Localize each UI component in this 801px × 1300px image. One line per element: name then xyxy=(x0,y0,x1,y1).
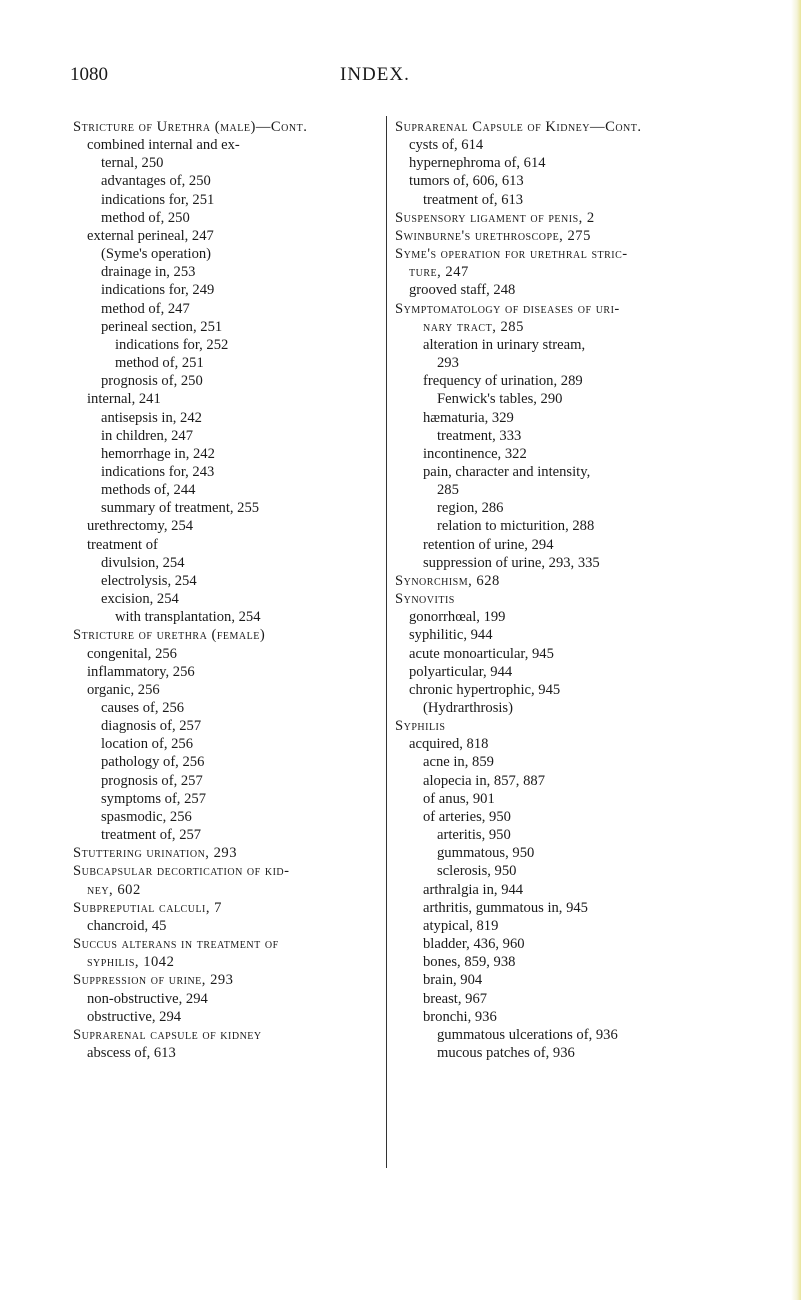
index-column-right xyxy=(395,118,730,1062)
index-entry: polyarticular, 944 xyxy=(409,663,513,680)
index-entry: of anus, 901 xyxy=(423,790,495,807)
page-number: 1080 xyxy=(70,64,108,85)
index-entry: treatment of xyxy=(87,536,158,553)
index-entry: method of, 251 xyxy=(115,355,204,372)
index-heading: Suppression of urine, 293 xyxy=(73,972,234,989)
index-entry: ture, 247 xyxy=(409,264,469,281)
index-entry: syphilis, 1042 xyxy=(87,954,175,971)
index-entry: perineal section, 251 xyxy=(101,318,223,335)
index-entry: syphilitic, 944 xyxy=(409,627,493,644)
index-entry: divulsion, 254 xyxy=(101,554,185,571)
index-entry: internal, 241 xyxy=(87,391,161,408)
index-entry: gummatous ulcerations of, 936 xyxy=(437,1026,618,1043)
index-entry: 293 xyxy=(437,355,459,372)
index-entry: method of, 247 xyxy=(101,300,190,317)
index-heading: Synorchism, 628 xyxy=(395,572,500,589)
index-heading: Symptomatology of diseases of uri- xyxy=(395,300,620,317)
index-heading: Stricture of Urethra (male)—Cont. xyxy=(73,119,308,135)
index-heading: Stuttering urination, 293 xyxy=(73,845,237,862)
index-entry: non-obstructive, 294 xyxy=(87,990,208,1007)
index-entry: combined internal and ex- xyxy=(87,137,240,154)
index-entry: symptoms of, 257 xyxy=(101,790,206,807)
index-entry: mucous patches of, 936 xyxy=(437,1044,575,1061)
index-entry: electrolysis, 254 xyxy=(101,572,197,589)
index-entry: nary tract, 285 xyxy=(423,318,524,335)
index-entry: chancroid, 45 xyxy=(87,917,167,934)
column-divider xyxy=(386,116,387,1168)
index-entry: acne in, 859 xyxy=(423,754,494,771)
index-entry: tumors of, 606, 613 xyxy=(409,173,524,190)
index-entry: external perineal, 247 xyxy=(87,227,214,244)
index-entry: diagnosis of, 257 xyxy=(101,718,202,735)
index-entry: spasmodic, 256 xyxy=(101,808,192,825)
index-entry: of arteries, 950 xyxy=(423,808,511,825)
index-entry: breast, 967 xyxy=(423,990,488,1007)
index-entry: frequency of urination, 289 xyxy=(423,373,583,390)
index-entry: brain, 904 xyxy=(423,972,483,989)
index-entry: 285 xyxy=(437,482,459,499)
index-entry: causes of, 256 xyxy=(101,700,185,716)
index-entry: alteration in urinary stream, xyxy=(423,336,586,353)
index-entry: methods of, 244 xyxy=(101,482,196,499)
index-entry: acquired, 818 xyxy=(409,736,489,753)
index-entry: (Syme's operation) xyxy=(101,246,212,263)
index-heading: Suspensory ligament of penis, 2 xyxy=(395,209,595,226)
index-entry: hemorrhage in, 242 xyxy=(101,445,215,462)
index-heading: Swinburne's urethroscope, 275 xyxy=(395,227,591,244)
index-entry: congenital, 256 xyxy=(87,645,177,662)
index-entry: suppression of urine, 293, 335 xyxy=(423,554,600,571)
index-heading: Subpreputial calculi, 7 xyxy=(73,899,222,916)
index-entry: method of, 250 xyxy=(101,209,190,226)
index-entry: indications for, 251 xyxy=(101,191,215,208)
index-heading: Synovitis xyxy=(395,591,455,608)
index-entry: prognosis of, 250 xyxy=(101,373,203,390)
index-heading: Stricture of urethra (female) xyxy=(73,627,266,644)
index-heading: Syphilis xyxy=(395,718,446,735)
index-entry: obstructive, 294 xyxy=(87,1008,182,1025)
index-entry: urethrectomy, 254 xyxy=(87,518,194,535)
index-entry: ney, 602 xyxy=(87,881,141,898)
index-entry: gummatous, 950 xyxy=(437,845,535,862)
index-entry: indications for, 243 xyxy=(101,463,215,480)
index-entry: location of, 256 xyxy=(101,736,194,753)
index-entry: hypernephroma of, 614 xyxy=(409,155,546,172)
index-entry: alopecia in, 857, 887 xyxy=(423,772,545,789)
index-entry: treatment of, 257 xyxy=(101,827,202,844)
index-entry: hæmaturia, 329 xyxy=(423,409,514,426)
index-heading: Subcapsular decortication of kid- xyxy=(73,863,290,880)
index-entry: region, 286 xyxy=(437,500,504,517)
index-entry: arthralgia in, 944 xyxy=(423,881,524,898)
index-entry: excision, 254 xyxy=(101,591,179,608)
index-heading: Suprarenal capsule of kidney xyxy=(73,1026,262,1043)
index-entry: sclerosis, 950 xyxy=(437,863,517,880)
index-entry: drainage in, 253 xyxy=(101,264,196,281)
index-entry: treatment of, 613 xyxy=(423,191,524,208)
index-entry: arthritis, gummatous in, 945 xyxy=(423,899,588,916)
index-entry: bronchi, 936 xyxy=(423,1008,497,1025)
page-edge xyxy=(791,0,801,1300)
index-entry: Fenwick's tables, 290 xyxy=(437,391,563,408)
index-entry: indications for, 252 xyxy=(115,336,229,353)
index-entry: atypical, 819 xyxy=(423,917,499,934)
index-entry: advantages of, 250 xyxy=(101,173,211,190)
index-entry: cysts of, 614 xyxy=(409,137,484,154)
index-entry: incontinence, 322 xyxy=(423,445,527,462)
index-entry: grooved staff, 248 xyxy=(409,282,516,299)
index-entry: abscess of, 613 xyxy=(87,1044,176,1061)
index-entry: treatment, 333 xyxy=(437,427,522,444)
index-entry: gonorrhœal, 199 xyxy=(409,609,506,626)
index-entry: organic, 256 xyxy=(87,681,160,698)
index-entry: (Hydrarthrosis) xyxy=(423,700,513,716)
index-heading: Syme's operation for urethral stric- xyxy=(395,246,628,263)
index-entry: indications for, 249 xyxy=(101,282,215,299)
index-column-left xyxy=(73,118,378,1062)
index-entry: bones, 859, 938 xyxy=(423,954,516,971)
index-heading: Succus alterans in treatment of xyxy=(73,936,279,953)
running-head: INDEX. xyxy=(340,64,410,85)
index-entry: inflammatory, 256 xyxy=(87,663,195,680)
index-entry: pathology of, 256 xyxy=(101,754,205,771)
index-entry: antisepsis in, 242 xyxy=(101,409,202,426)
index-entry: pain, character and intensity, xyxy=(423,463,591,480)
index-heading: Suprarenal Capsule of Kidney—Cont. xyxy=(395,119,642,135)
index-entry: bladder, 436, 960 xyxy=(423,936,525,953)
index-entry: acute monoarticular, 945 xyxy=(409,645,554,662)
index-entry: chronic hypertrophic, 945 xyxy=(409,681,561,698)
index-entry: in children, 247 xyxy=(101,427,194,444)
index-entry: prognosis of, 257 xyxy=(101,772,203,789)
index-entry: with transplantation, 254 xyxy=(115,609,261,626)
index-entry: ternal, 250 xyxy=(101,155,164,172)
index-entry: summary of treatment, 255 xyxy=(101,500,260,517)
index-entry: relation to micturition, 288 xyxy=(437,518,595,535)
index-entry: retention of urine, 294 xyxy=(423,536,554,553)
index-entry: arteritis, 950 xyxy=(437,827,511,844)
